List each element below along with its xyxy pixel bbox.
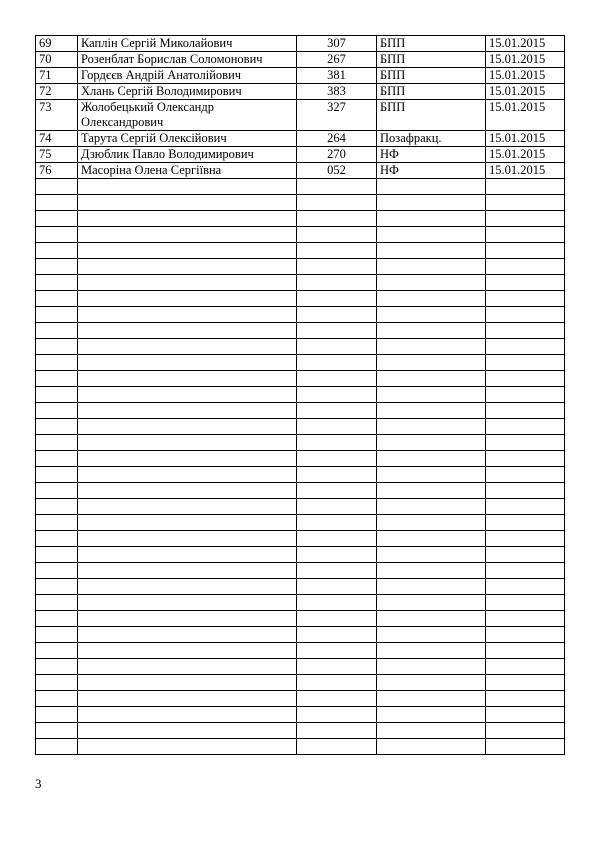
empty-cell: [377, 563, 486, 579]
empty-cell: [377, 499, 486, 515]
empty-cell: [486, 259, 565, 275]
empty-cell: [78, 579, 297, 595]
empty-cell: [486, 275, 565, 291]
empty-cell: [486, 611, 565, 627]
empty-table-row: [36, 515, 565, 531]
empty-table-row: [36, 627, 565, 643]
empty-cell: [78, 307, 297, 323]
empty-cell: [377, 451, 486, 467]
deputy-name: Гордєєв Андрій Анатолійович: [78, 68, 297, 84]
empty-table-row: [36, 259, 565, 275]
empty-cell: [486, 467, 565, 483]
empty-cell: [36, 515, 78, 531]
empty-cell: [36, 387, 78, 403]
empty-table-row: [36, 339, 565, 355]
empty-cell: [297, 531, 377, 547]
empty-cell: [377, 595, 486, 611]
empty-cell: [78, 675, 297, 691]
faction: БПП: [377, 52, 486, 68]
row-number: 72: [36, 84, 78, 100]
empty-table-row: [36, 179, 565, 195]
empty-cell: [297, 403, 377, 419]
empty-cell: [36, 419, 78, 435]
empty-cell: [377, 355, 486, 371]
faction: БПП: [377, 100, 486, 131]
empty-cell: [377, 739, 486, 755]
empty-cell: [36, 691, 78, 707]
empty-table-row: [36, 499, 565, 515]
empty-cell: [36, 739, 78, 755]
deputy-name: Тарута Сергій Олексійович: [78, 131, 297, 147]
empty-cell: [297, 227, 377, 243]
empty-cell: [78, 467, 297, 483]
empty-cell: [78, 227, 297, 243]
empty-cell: [297, 483, 377, 499]
empty-cell: [78, 323, 297, 339]
empty-table-row: [36, 371, 565, 387]
empty-cell: [36, 595, 78, 611]
empty-cell: [377, 611, 486, 627]
empty-cell: [377, 467, 486, 483]
date: 15.01.2015: [486, 68, 565, 84]
faction: Позафракц.: [377, 131, 486, 147]
empty-cell: [486, 387, 565, 403]
card-number: 383: [297, 84, 377, 100]
empty-cell: [36, 627, 78, 643]
empty-cell: [377, 323, 486, 339]
empty-cell: [36, 435, 78, 451]
empty-cell: [78, 643, 297, 659]
empty-cell: [486, 211, 565, 227]
deputy-name: Жолобецький Олександр Олександрович: [78, 100, 297, 131]
empty-cell: [36, 723, 78, 739]
empty-cell: [297, 275, 377, 291]
empty-cell: [377, 515, 486, 531]
empty-cell: [36, 675, 78, 691]
page-number: 3: [35, 776, 42, 791]
empty-cell: [36, 531, 78, 547]
empty-cell: [486, 419, 565, 435]
empty-cell: [377, 371, 486, 387]
deputy-name: Розенблат Борислав Соломонович: [78, 52, 297, 68]
card-number: 264: [297, 131, 377, 147]
empty-cell: [486, 403, 565, 419]
empty-table-row: [36, 291, 565, 307]
faction: БПП: [377, 36, 486, 52]
empty-table-row: [36, 563, 565, 579]
empty-cell: [78, 499, 297, 515]
empty-cell: [486, 691, 565, 707]
empty-cell: [78, 595, 297, 611]
deputy-name: Масоріна Олена Сергіївна: [78, 163, 297, 179]
empty-cell: [377, 227, 486, 243]
empty-cell: [486, 435, 565, 451]
empty-cell: [486, 355, 565, 371]
empty-cell: [377, 643, 486, 659]
empty-cell: [297, 579, 377, 595]
empty-cell: [377, 435, 486, 451]
empty-cell: [297, 563, 377, 579]
empty-table-row: [36, 723, 565, 739]
empty-cell: [297, 707, 377, 723]
empty-cell: [78, 563, 297, 579]
empty-cell: [297, 259, 377, 275]
empty-cell: [297, 675, 377, 691]
empty-cell: [297, 723, 377, 739]
empty-cell: [36, 179, 78, 195]
empty-cell: [297, 467, 377, 483]
card-number: 327: [297, 100, 377, 131]
empty-table-row: [36, 275, 565, 291]
empty-cell: [297, 323, 377, 339]
empty-cell: [486, 291, 565, 307]
empty-cell: [377, 387, 486, 403]
empty-cell: [486, 451, 565, 467]
card-number: 270: [297, 147, 377, 163]
empty-cell: [36, 547, 78, 563]
empty-cell: [486, 483, 565, 499]
card-number: 381: [297, 68, 377, 84]
empty-table-row: [36, 691, 565, 707]
empty-cell: [486, 627, 565, 643]
empty-cell: [486, 179, 565, 195]
date: 15.01.2015: [486, 52, 565, 68]
empty-table-row: [36, 307, 565, 323]
table-row: [36, 36, 565, 52]
empty-cell: [377, 579, 486, 595]
row-number: 73: [36, 100, 78, 131]
empty-cell: [36, 611, 78, 627]
empty-cell: [297, 371, 377, 387]
empty-cell: [377, 483, 486, 499]
empty-cell: [297, 451, 377, 467]
empty-cell: [36, 275, 78, 291]
faction: НФ: [377, 147, 486, 163]
table-row: [36, 100, 565, 131]
empty-cell: [377, 339, 486, 355]
empty-table-row: [36, 211, 565, 227]
deputies-table: [35, 35, 565, 755]
empty-table-row: [36, 355, 565, 371]
empty-table-row: [36, 403, 565, 419]
empty-cell: [377, 547, 486, 563]
empty-cell: [297, 179, 377, 195]
empty-table-row: [36, 675, 565, 691]
empty-table-row: [36, 419, 565, 435]
empty-cell: [297, 739, 377, 755]
empty-table-row: [36, 739, 565, 755]
empty-cell: [297, 387, 377, 403]
row-number: 70: [36, 52, 78, 68]
empty-cell: [78, 627, 297, 643]
empty-cell: [486, 739, 565, 755]
empty-cell: [36, 339, 78, 355]
table-row: [36, 52, 565, 68]
card-number: 307: [297, 36, 377, 52]
empty-cell: [297, 547, 377, 563]
date: 15.01.2015: [486, 84, 565, 100]
faction: БПП: [377, 84, 486, 100]
empty-table-row: [36, 643, 565, 659]
empty-cell: [36, 563, 78, 579]
deputies-table-body: [36, 36, 565, 755]
empty-cell: [36, 227, 78, 243]
empty-cell: [36, 499, 78, 515]
empty-cell: [36, 323, 78, 339]
empty-cell: [78, 243, 297, 259]
empty-cell: [486, 499, 565, 515]
empty-cell: [486, 723, 565, 739]
empty-cell: [377, 291, 486, 307]
empty-table-row: [36, 579, 565, 595]
empty-cell: [78, 291, 297, 307]
empty-cell: [36, 371, 78, 387]
deputy-name: Каплін Сергій Миколайович: [78, 36, 297, 52]
empty-cell: [78, 275, 297, 291]
card-number: 267: [297, 52, 377, 68]
deputy-name: Хлань Сергій Володимирович: [78, 84, 297, 100]
date: 15.01.2015: [486, 147, 565, 163]
empty-cell: [36, 707, 78, 723]
empty-table-row: [36, 531, 565, 547]
empty-cell: [377, 707, 486, 723]
empty-cell: [486, 595, 565, 611]
empty-cell: [36, 643, 78, 659]
empty-cell: [297, 595, 377, 611]
empty-cell: [486, 643, 565, 659]
empty-table-row: [36, 387, 565, 403]
empty-cell: [297, 499, 377, 515]
empty-cell: [36, 243, 78, 259]
empty-cell: [297, 291, 377, 307]
empty-cell: [78, 195, 297, 211]
empty-cell: [377, 531, 486, 547]
empty-cell: [297, 435, 377, 451]
empty-cell: [297, 627, 377, 643]
row-number: 71: [36, 68, 78, 84]
empty-cell: [36, 211, 78, 227]
empty-cell: [486, 307, 565, 323]
empty-cell: [78, 355, 297, 371]
empty-cell: [78, 211, 297, 227]
empty-cell: [486, 243, 565, 259]
empty-table-row: [36, 611, 565, 627]
row-number: 75: [36, 147, 78, 163]
date: 15.01.2015: [486, 131, 565, 147]
empty-table-row: [36, 467, 565, 483]
empty-cell: [78, 451, 297, 467]
empty-cell: [486, 707, 565, 723]
empty-cell: [486, 195, 565, 211]
empty-table-row: [36, 227, 565, 243]
empty-cell: [36, 195, 78, 211]
table-row: [36, 147, 565, 163]
empty-cell: [36, 451, 78, 467]
row-number: 74: [36, 131, 78, 147]
empty-cell: [78, 515, 297, 531]
empty-cell: [377, 195, 486, 211]
empty-cell: [377, 403, 486, 419]
empty-cell: [36, 659, 78, 675]
empty-cell: [297, 211, 377, 227]
empty-cell: [78, 659, 297, 675]
empty-cell: [377, 627, 486, 643]
empty-cell: [377, 659, 486, 675]
empty-cell: [78, 259, 297, 275]
empty-cell: [297, 339, 377, 355]
empty-cell: [297, 659, 377, 675]
empty-cell: [297, 307, 377, 323]
empty-cell: [78, 419, 297, 435]
faction: БПП: [377, 68, 486, 84]
faction: НФ: [377, 163, 486, 179]
empty-cell: [78, 371, 297, 387]
empty-cell: [377, 419, 486, 435]
empty-cell: [36, 291, 78, 307]
empty-cell: [297, 611, 377, 627]
empty-table-row: [36, 451, 565, 467]
empty-cell: [78, 179, 297, 195]
empty-cell: [36, 259, 78, 275]
empty-cell: [36, 355, 78, 371]
empty-cell: [36, 483, 78, 499]
empty-cell: [377, 211, 486, 227]
row-number: 76: [36, 163, 78, 179]
empty-table-row: [36, 323, 565, 339]
empty-cell: [78, 483, 297, 499]
table-row: [36, 131, 565, 147]
empty-table-row: [36, 707, 565, 723]
empty-cell: [78, 435, 297, 451]
empty-cell: [486, 675, 565, 691]
empty-cell: [36, 307, 78, 323]
empty-cell: [377, 691, 486, 707]
empty-cell: [486, 579, 565, 595]
empty-cell: [297, 515, 377, 531]
empty-cell: [486, 659, 565, 675]
empty-cell: [78, 339, 297, 355]
empty-cell: [486, 531, 565, 547]
empty-cell: [486, 563, 565, 579]
empty-cell: [297, 243, 377, 259]
empty-cell: [297, 419, 377, 435]
empty-cell: [377, 259, 486, 275]
empty-cell: [78, 739, 297, 755]
empty-cell: [377, 275, 486, 291]
empty-table-row: [36, 595, 565, 611]
empty-cell: [297, 643, 377, 659]
deputy-name: Дзюблик Павло Володимирович: [78, 147, 297, 163]
empty-cell: [486, 323, 565, 339]
row-number: 69: [36, 36, 78, 52]
empty-cell: [486, 515, 565, 531]
empty-cell: [297, 691, 377, 707]
empty-cell: [377, 675, 486, 691]
empty-cell: [78, 691, 297, 707]
empty-cell: [78, 531, 297, 547]
card-number: 052: [297, 163, 377, 179]
empty-table-row: [36, 435, 565, 451]
empty-cell: [486, 547, 565, 563]
empty-table-row: [36, 483, 565, 499]
date: 15.01.2015: [486, 100, 565, 131]
empty-table-row: [36, 659, 565, 675]
empty-cell: [377, 243, 486, 259]
table-row: [36, 84, 565, 100]
empty-cell: [486, 339, 565, 355]
empty-cell: [36, 403, 78, 419]
date: 15.01.2015: [486, 36, 565, 52]
empty-cell: [78, 723, 297, 739]
empty-cell: [486, 371, 565, 387]
empty-cell: [78, 403, 297, 419]
empty-cell: [36, 579, 78, 595]
empty-cell: [297, 355, 377, 371]
empty-cell: [78, 707, 297, 723]
empty-cell: [377, 723, 486, 739]
empty-cell: [297, 195, 377, 211]
empty-cell: [377, 307, 486, 323]
empty-table-row: [36, 195, 565, 211]
table-row: [36, 163, 565, 179]
empty-cell: [486, 227, 565, 243]
empty-cell: [377, 179, 486, 195]
table-row: [36, 68, 565, 84]
empty-cell: [78, 387, 297, 403]
empty-table-row: [36, 547, 565, 563]
date: 15.01.2015: [486, 163, 565, 179]
empty-cell: [78, 611, 297, 627]
empty-table-row: [36, 243, 565, 259]
empty-cell: [78, 547, 297, 563]
empty-cell: [36, 467, 78, 483]
